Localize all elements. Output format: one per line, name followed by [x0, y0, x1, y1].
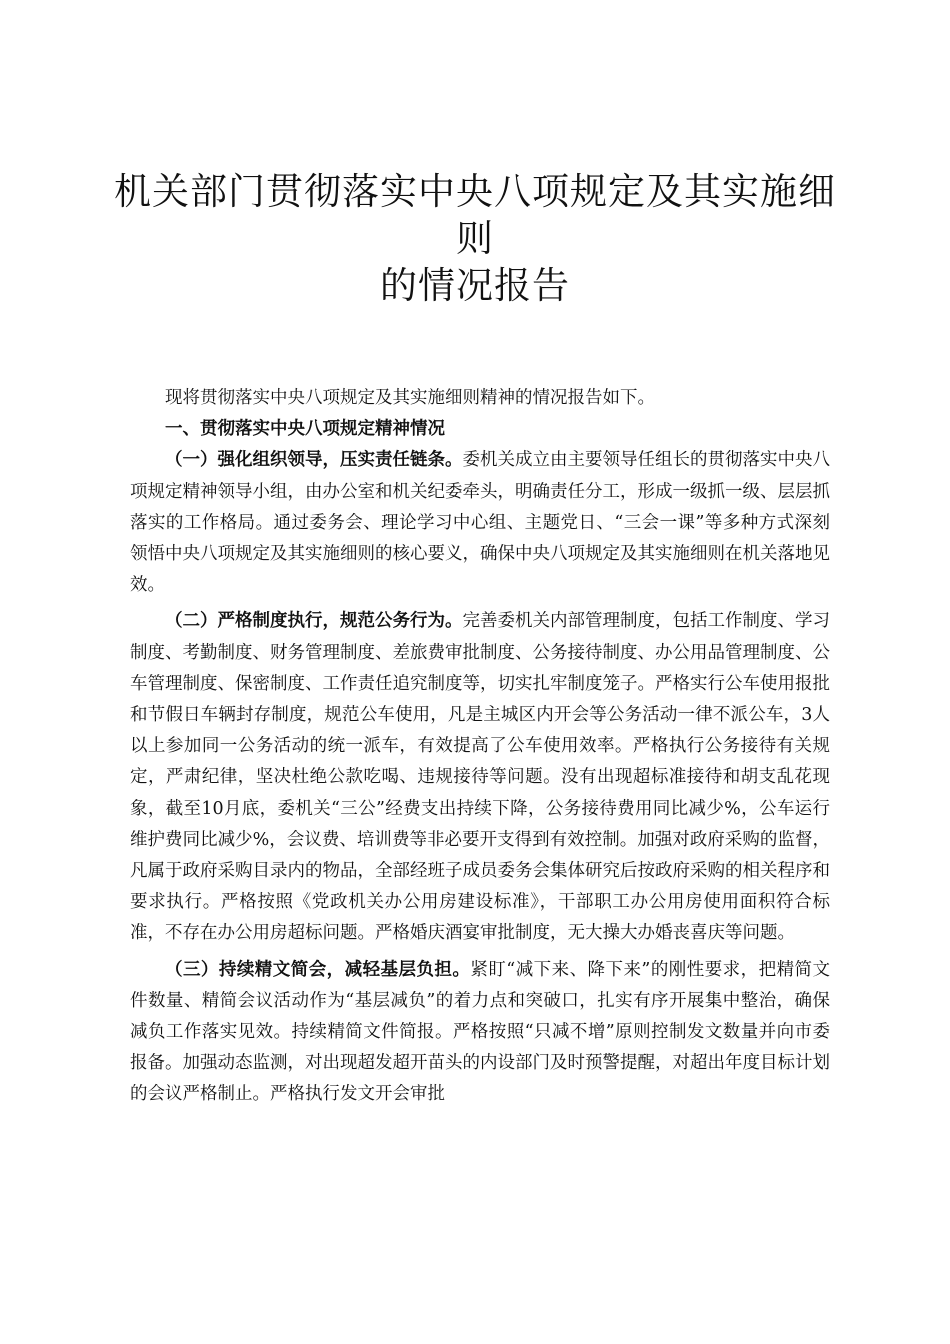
title-line-2: 的情况报告	[380, 264, 570, 307]
paragraph-2-lead: （二）严格制度执行，规范公务行为。	[165, 611, 463, 632]
paragraph-2	[130, 606, 830, 949]
paragraph-1-text: 委机关成立由主要领导任组长的贯彻落实中央八项规定精神领导小组，由办公室和机关纪委牵头，明确责任分工，形成一级抓一级、层层抓落实的工作格局。通过委务会、理论学习中心组、主题党日、“三会一课”等多种方式深刻领悟中央八项规定及其实施细则的核心要义，确保中央八项规定及其实施细则在机关落地见效。	[130, 450, 830, 596]
intro-paragraph: 现将贯彻落实中央八项规定及其实施细则精神的情况报告如下。	[165, 388, 655, 408]
paragraph-1-lead: （一）强化组织领导，压实责任链条。	[165, 450, 463, 471]
document-title	[100, 168, 850, 309]
title-line-1: 机关部门贯彻落实中央八项规定及其实施细则	[114, 170, 836, 260]
paragraph-3	[130, 955, 830, 1111]
paragraph-2-text: 完善委机关内部管理制度，包括工作制度、学习制度、考勤制度、财务管理制度、差旅费审批制度、公务接待制度、办公用品管理制度、公车管理制度、保密制度、工作责任追究制度等，切实扎牢制度笼子。严格实行公车使用报批和节假日车辆封存制度，规范公车使用，凡是主城区内开会等公务活动一律不派公车，3人以上参加同一公务活动的统一派车，有效提高了公车使用效率。严格执行公务接待有关规定，严肃纪律，坚决杜绝公款吃喝、违规接待等问题。没有出现超标准接待和胡支乱花现象，截至10月底，委机关“三公”经费支出持续下降，公务接待费用同比减少%，公车运行维护费同比减少%，会议费、培训费等非必要开支得到有效控制。加强对政府采购的监督，凡属于政府采购目录内的物品，全部经班子成员委务会集体研究后按政府采购的相关程序和要求执行。严格按照《党政机关办公用房建设标准》，干部职工办公用房使用面积符合标准，不存在办公用房超标问题。严格婚庆酒宴审批制度，无大操大办婚丧喜庆等问题。	[130, 611, 830, 944]
section-heading: 一、贯彻落实中央八项规定精神情况	[165, 419, 445, 440]
paragraph-3-text: 紧盯“减下来、降下来”的刚性要求，把精简文件数量、精简会议活动作为“基层减负”的着力点和突破口，扎实有序开展集中整治，确保减负工作落实见效。持续精简文件简报。严格按照“只减不增”原则控制发文数量并向市委报备。加强动态监测，对出现超发超开苗头的内设部门及时预警提醒，对超出年度目标计划的会议严格制止。严格执行发文开会审批	[130, 959, 830, 1105]
document-body	[130, 383, 830, 1116]
paragraph-3-lead: （三）持续精文简会，减轻基层负担。	[165, 959, 471, 980]
paragraph-1	[130, 445, 830, 601]
